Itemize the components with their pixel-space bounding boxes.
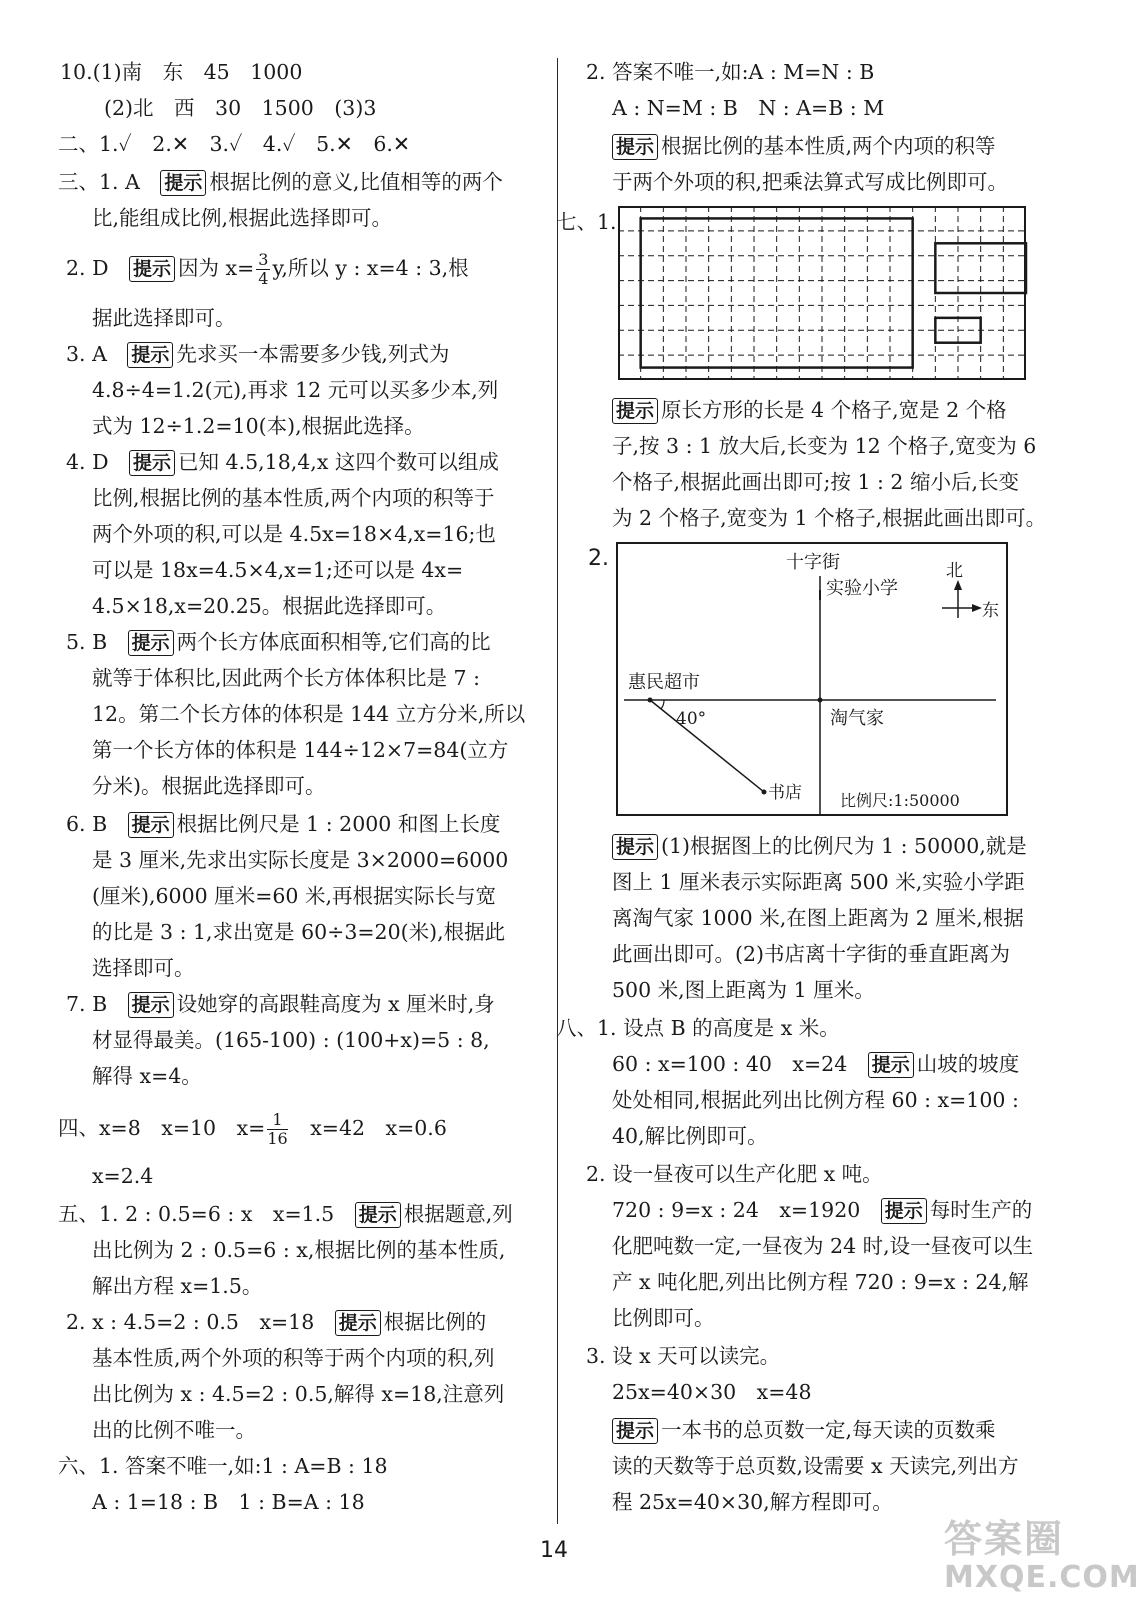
answer-line: 就等于体积比,因此两个长方体体积比是 7 : [92,666,480,690]
column-divider [557,58,558,1524]
answer-line: 3. A 提示 先求买一本需要多少钱,列式为 [66,342,450,366]
answer-line: 720 : 9=x : 24 x=1920 提示 每时生产的 [612,1198,1033,1222]
answer-line: 选择即可。 [92,956,195,980]
answer-line: 比例即可。 [612,1306,715,1330]
hint-label: 提示 [612,834,658,860]
watermark-line1: 答案圈 [944,1517,1065,1561]
answer-line: 此画出即可。(2)书店离十字街的垂直距离为 [612,942,1011,966]
watermark-line2: MXQE.COM [944,1560,1140,1595]
hint-label: 提示 [128,630,174,656]
hint-label: 提示 [612,1418,658,1444]
answer-line: 解得 x=4。 [92,1064,202,1088]
answer-line: 提示 (1)根据图上的比例尺为 1 : 50000,就是 [612,828,1027,865]
answer-text: (2)北 西 30 1500 (3)3 [104,96,377,120]
answer-line: 60 : x=100 : 40 x=24 提示 山坡的坡度 [612,1052,1020,1076]
hint-label: 提示 [355,1202,401,1228]
hint-label: 提示 [127,342,173,368]
home-point [818,698,823,703]
home-label: 淘气家 [830,708,884,729]
answer-line [60,54,302,91]
angle-arc [661,700,664,709]
compass-icon [942,580,982,618]
answer-line [104,90,376,127]
answer-line: 提示 根据比例的基本性质,两个内项的积等 [612,128,996,165]
answer-line: 三、1. A 提示 根据比例的意义,比值相等的两个 [58,170,503,194]
answer-line: 的比是 3 : 1,求出宽是 60÷3=20(米),根据此 [92,920,506,944]
answer-line: 材显得最美。(165-100) : (100+x)=5 : 8, [92,1028,490,1052]
answer-line: 读的天数等于总页数,设需要 x 天读完,列出方 [612,1454,1019,1478]
fraction: $\frac{1}{16}$ [267,1110,288,1148]
answer-line: 3. 设 x 天可以读完。 [586,1344,781,1368]
scale-label: 比例尺:1:50000 [840,791,960,810]
bookstore-point [762,790,767,795]
hint-label: 提示 [881,1198,927,1224]
street-label: 十字街 [786,552,840,573]
answer-line: 两个外项的积,可以是 4.5x=18×4,x=16;也 [92,522,496,546]
hint-label: 提示 [335,1310,381,1336]
hint-label: 提示 [160,170,206,196]
answer-line: 据此选择即可。 [92,306,236,330]
market-point [648,698,653,703]
hint-label: 提示 [868,1052,914,1078]
answer-line: 提示 原长方形的长是 4 个格子,宽是 2 个格 [612,392,1007,429]
answer-line: 5. B 提示 两个长方体底面积相等,它们高的比 [66,630,491,654]
hint-label: 提示 [612,398,658,424]
answer-line: 八、1. 设点 B 的高度是 x 米。 [556,1016,840,1040]
answer-line: 子,按 3 : 1 放大后,长变为 12 个格子,宽变为 6 [612,434,1037,458]
answer-line: 12。第二个长方体的体积是 144 立方分米,所以 [92,702,526,726]
answer-line: 4.5×18,x=20.25。根据此选择即可。 [92,594,447,618]
grid-figure [618,206,1026,380]
hint-label: 提示 [128,992,174,1018]
answer-line: (厘米),6000 厘米=60 米,再根据实际长与宽 [92,884,496,908]
answer-line: 化肥吨数一定,一昼夜为 24 时,设一昼夜可以生 [612,1234,1034,1258]
answer-line: 处处相同,根据此列出比例方程 60 : x=100 : [612,1088,1019,1112]
answer-line: 分米)。根据此选择即可。 [92,774,326,798]
question-label: 七、1. [556,210,617,234]
answer-line: 产 x 吨化肥,列出比例方程 720 : 9=x : 24,解 [612,1270,1029,1294]
answer-line: 出比例为 2 : 0.5=6 : x,根据比例的基本性质, [92,1238,506,1262]
page-number: 14 [540,1538,568,1563]
hint-label: 提示 [612,134,658,160]
answer-line: 六、1. 答案不唯一,如:1 : A=B : 18 [58,1454,388,1478]
answer-line: 为 2 个格子,宽变为 1 个格子,根据此画出即可。 [612,506,1047,530]
answer-line: A : N=M : B N : A=B : M [612,96,885,120]
east-label: 东 [982,601,999,621]
answer-line: 程 25x=40×30,解方程即可。 [612,1490,893,1514]
answer-line: 2. 答案不唯一,如:A : M=N : B [586,60,875,84]
answer-line: 第一个长方体的体积是 144÷12×7=84(立方 [92,738,509,762]
market-label: 惠民超市 [628,672,700,693]
answer-line: 基本性质,两个外项的积等于两个内项的积,列 [92,1346,495,1370]
answer-line: 是 3 厘米,先求出实际长度是 3×2000=6000 [92,848,509,872]
answer-line: 40,解比例即可。 [612,1124,768,1148]
answer-line: 五、1. 2 : 0.5=6 : x x=1.5 提示 根据题意,列 [58,1202,513,1226]
answer-line: 于两个外项的积,把乘法算式写成比例即可。 [612,170,1009,194]
bookstore-line [650,700,764,792]
answer-line: 个格子,根据此画出即可;按 1 : 2 缩小后,长变 [612,470,1019,494]
answer-line: 离淘气家 1000 米,在图上距离为 2 厘米,根据 [612,906,1024,930]
answer-line: 四、x=8 x=10 x= $\frac{1}{16}$ x=42 x=0.6 [58,1110,447,1148]
bookstore-label: 书店 [768,783,802,803]
answer-line: 解出方程 x=1.5。 [92,1274,263,1298]
answer-line: 比例,根据比例的基本性质,两个内项的积等于 [92,486,495,510]
watermark-logo [944,1508,1140,1598]
answer-line: A : 1=18 : B 1 : B=A : 18 [92,1490,365,1514]
map-figure [616,542,1008,816]
answer-line: 2. D 提示 因为 x= $\frac{3}{4}$ y,所以 y : x=4 : 3,根 [66,250,469,288]
fraction: $\frac{3}{4}$ [258,250,269,288]
answer-line: 式为 12÷1.2=10(本),根据此选择。 [92,414,425,438]
answer-line: 2. 设一昼夜可以生产化肥 x 吨。 [586,1162,883,1186]
answer-line: 提示 一本书的总页数一定,每天读的页数乘 [612,1412,996,1449]
answer-line: x=2.4 [92,1164,154,1188]
answer-line: 6. B 提示 根据比例尺是 1 : 2000 和图上长度 [66,812,501,836]
answer-line: 图上 1 厘米表示实际距离 500 米,实验小学距 [612,870,1025,894]
answer-line: 比,能组成比例,根据此选择即可。 [92,206,393,230]
answer-line: 7. B 提示 设她穿的高跟鞋高度为 x 厘米时,身 [66,992,495,1016]
answer-line: 出的比例不唯一。 [92,1418,256,1442]
answer-line: 4.8÷4=1.2(元),再求 12 元可以买多少本,列 [92,378,499,402]
answer-line: 2. x : 4.5=2 : 0.5 x=18 提示 根据比例的 [66,1310,487,1334]
hint-label: 提示 [128,812,174,838]
north-label: 北 [946,561,963,581]
answer-line [58,126,410,163]
answer-text: 二、1.✓ 2.✕ 3.✓ 4.✓ 5.✕ 6.✕ [58,132,411,156]
hint-label: 提示 [129,256,175,282]
angle-label: 40° [676,709,707,729]
answer-line: 4. D 提示 已知 4.5,18,4,x 这四个数可以组成 [66,450,499,474]
answer-line: 可以是 18x=4.5×4,x=1;还可以是 4x= [92,558,464,582]
hint-label: 提示 [129,450,175,476]
answer-line: 500 米,图上距离为 1 厘米。 [612,978,875,1002]
question-label: 2. [588,546,609,571]
answer-line: 25x=40×30 x=48 [612,1380,812,1404]
answer-line: 出比例为 x : 4.5=2 : 0.5,解得 x=18,注意列 [92,1382,505,1406]
answer-text: 10.(1)南 东 45 1000 [60,60,303,84]
school-label: 实验小学 [826,578,898,599]
